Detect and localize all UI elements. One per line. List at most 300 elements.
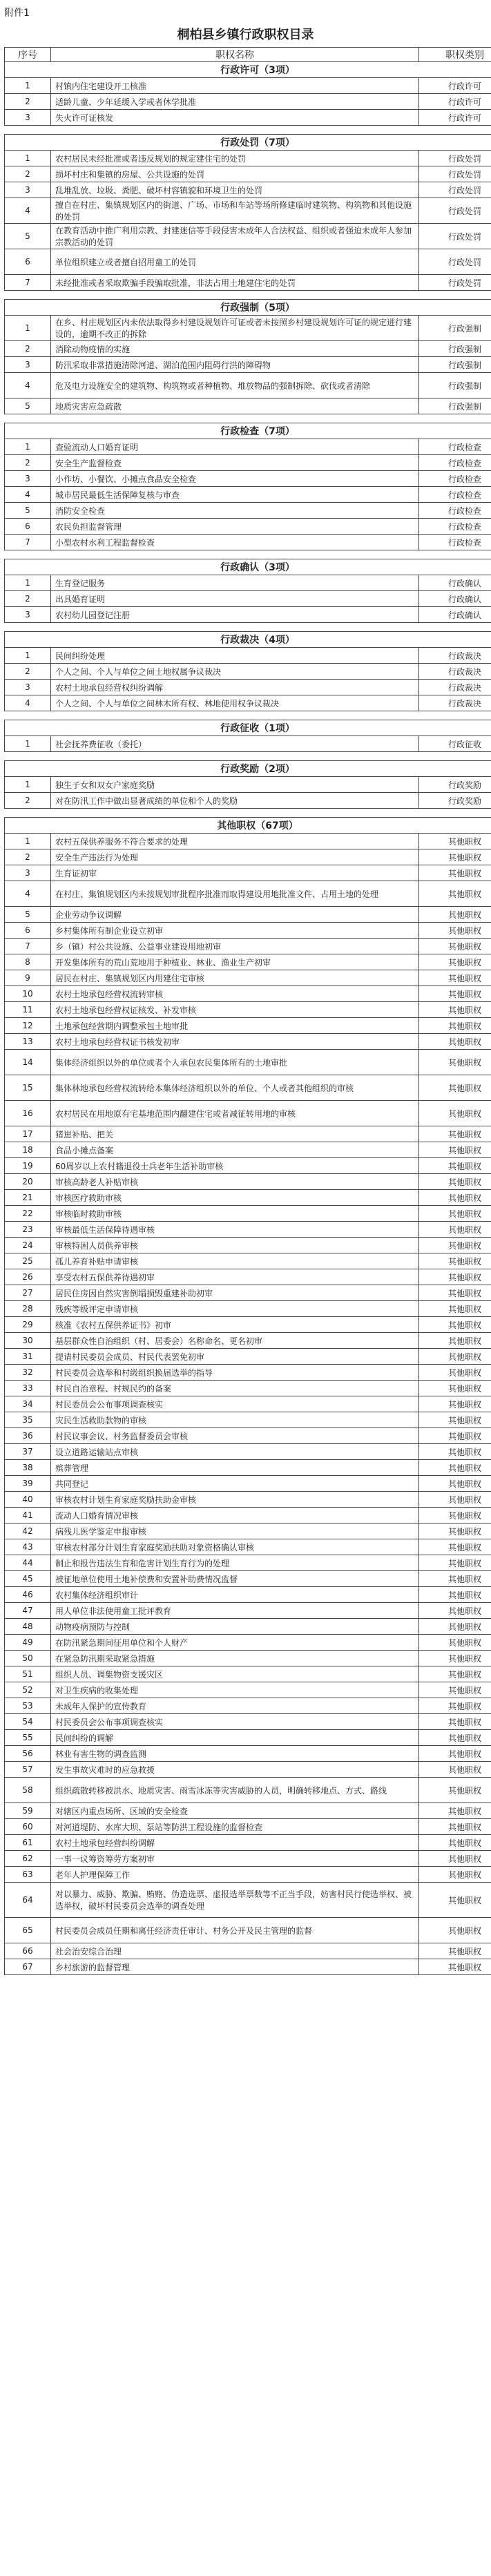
table-row [5,1253,491,1269]
row-index: 67 [5,1959,51,1975]
row-type: 其他职权 [419,1539,491,1555]
row-type: 行政处罚 [419,166,491,182]
row-type: 其他职权 [419,923,491,939]
row-name: 在防汛紧急期间征用单位和个人财产 [51,1635,419,1651]
section-spacer [5,752,491,761]
row-type: 行政许可 [419,78,491,94]
row-name: 乱堆乱放、垃圾、粪肥、破坏村容镇貌和环境卫生的处罚 [51,182,419,198]
table-row [5,1174,491,1190]
table-row [5,78,491,94]
row-type: 其他职权 [419,1883,491,1918]
row-type: 其他职权 [419,1524,491,1539]
row-index: 37 [5,1444,51,1460]
row-type: 行政检查 [419,487,491,503]
table-row [5,1587,491,1603]
row-name: 林业有害生物的调查监测 [51,1746,419,1762]
row-name: 对在防汛工作中做出显著成绩的单位和个人的奖励 [51,793,419,809]
section-title: 行政确认（3项） [5,559,491,575]
row-type: 其他职权 [419,1365,491,1381]
table-row [5,249,491,275]
row-name: 损坏村庄和集镇的房屋、公共设施的处罚 [51,166,419,182]
row-name: 开发集体所有的荒山荒地用于种植业、林业、渔业生产初审 [51,954,419,970]
table-row [5,94,491,110]
row-index: 12 [5,1018,51,1034]
row-name: 消防安全检查 [51,503,419,519]
row-type: 其他职权 [419,986,491,1002]
row-name: 在村庄、集镇规划区内未按规划审批程序批准而取得建设用地批准文件、占用土地的处理 [51,881,419,907]
table-row [5,1714,491,1730]
row-index: 2 [5,793,51,809]
table-row [5,275,491,291]
table-row [5,503,491,519]
row-type: 其他职权 [419,1034,491,1050]
row-name: 村民委员会成员任期和离任经济责任审计、村务公开及民主管理的监督 [51,1918,419,1943]
row-type: 行政检查 [419,471,491,487]
row-name: 村民委员会公布事项调查核实 [51,1396,419,1412]
row-type: 其他职权 [419,1835,491,1851]
section-title: 行政裁决（4项） [5,632,491,648]
row-index: 10 [5,986,51,1002]
row-index: 1 [5,736,51,752]
row-type: 其他职权 [419,1867,491,1883]
row-index: 35 [5,1412,51,1428]
section-title: 行政处罚（7项） [5,135,491,151]
row-name: 安全生产违法行为处理 [51,849,419,865]
section-spacer [5,711,491,720]
row-type: 其他职权 [419,1238,491,1253]
table-row [5,1050,491,1075]
row-index: 46 [5,1587,51,1603]
row-name: 基层群众性自治组织（村、居委会）名称命名、更名初审 [51,1333,419,1349]
row-index: 2 [5,94,51,110]
row-index: 26 [5,1269,51,1285]
section-header-row [5,300,491,316]
row-name: 审核医疗救助审核 [51,1190,419,1206]
row-type: 行政确认 [419,607,491,623]
table-row [5,591,491,607]
row-name: 企业劳动争议调解 [51,907,419,923]
row-index: 62 [5,1851,51,1867]
row-name: 农村居民未经批准或者违反规划的规定建住宅的处罚 [51,151,419,166]
row-index: 9 [5,970,51,986]
row-type: 其他职权 [419,1508,491,1524]
row-index: 3 [5,471,51,487]
table-row [5,1883,491,1918]
row-type: 行政裁决 [419,680,491,695]
row-type: 行政奖励 [419,777,491,793]
row-index: 4 [5,881,51,907]
row-name: 食品小摊点备案 [51,1142,419,1158]
spacer-cell [5,126,491,135]
row-type: 行政强制 [419,316,491,341]
row-index: 24 [5,1238,51,1253]
row-type: 其他职权 [419,1959,491,1975]
table-row [5,1918,491,1943]
table-row [5,471,491,487]
row-index: 17 [5,1126,51,1142]
table-row [5,777,491,793]
row-type: 其他职权 [419,907,491,923]
row-type: 其他职权 [419,1492,491,1508]
row-index: 7 [5,535,51,550]
table-row [5,487,491,503]
spacer-cell [5,711,491,720]
table-row [5,316,491,341]
row-name: 用人单位非法使用童工批评教育 [51,1603,419,1619]
table-row [5,1444,491,1460]
row-name: 病残儿医学鉴定申报审核 [51,1524,419,1539]
row-type: 其他职权 [419,1666,491,1682]
row-index: 5 [5,224,51,249]
row-index: 1 [5,648,51,664]
row-name: 村民议事会议、村务监督委员会审核 [51,1428,419,1444]
table-row [5,1635,491,1651]
row-name: 土地承包经营期内调整承包土地审批 [51,1018,419,1034]
row-index: 2 [5,341,51,357]
row-type: 其他职权 [419,1158,491,1174]
section-header-row [5,761,491,777]
row-index: 7 [5,939,51,954]
row-name: 村民自治章程、村规民约的备案 [51,1381,419,1396]
row-index: 19 [5,1158,51,1174]
row-type: 其他职权 [419,1381,491,1396]
row-index: 34 [5,1396,51,1412]
row-type: 其他职权 [419,1444,491,1460]
table-row [5,110,491,126]
row-type: 其他职权 [419,1206,491,1222]
spacer-cell [5,414,491,423]
row-type: 其他职权 [419,865,491,881]
row-name: 在紧急防汛期采取紧急措施 [51,1651,419,1666]
row-name: 审核农村部分计划生育家庭奖励扶助对象资格确认审核 [51,1539,419,1555]
row-name: 审核临时救助审核 [51,1206,419,1222]
row-index: 42 [5,1524,51,1539]
section-title: 行政强制（5项） [5,300,491,316]
section-header-row [5,559,491,575]
table-row [5,907,491,923]
row-name: 对以暴力、威胁、欺骗、贿赂、伪造选票、虚报选举票数等不正当手段，妨害村民行使选举权、被选举权，破坏村民委员会选举的调查处理 [51,1883,419,1918]
table-row [5,1698,491,1714]
row-index: 31 [5,1349,51,1365]
row-name: 对辖区内重点场所、区域的安全检查 [51,1803,419,1819]
section-spacer [5,623,491,632]
table-row [5,607,491,623]
row-name: 小作坊、小餐饮、小摊点食品安全检查 [51,471,419,487]
row-index: 3 [5,182,51,198]
row-name: 孤儿养育补贴申请审核 [51,1253,419,1269]
attachment-label: 附件1 [4,8,30,19]
row-index: 33 [5,1381,51,1396]
table-row [5,793,491,809]
row-name: 集体经济组织以外的单位或者个人承包农民集体所有的土地审批 [51,1050,419,1075]
spacer-cell [5,550,491,559]
row-index: 5 [5,907,51,923]
table-row [5,166,491,182]
row-name: 居民住房因自然灾害倒塌损毁重建补助初审 [51,1285,419,1301]
row-index: 66 [5,1943,51,1959]
table-row [5,1142,491,1158]
row-type: 其他职权 [419,1918,491,1943]
row-type: 其他职权 [419,1635,491,1651]
row-index: 51 [5,1666,51,1682]
row-name: 地质灾害应急疏散 [51,398,419,414]
row-index: 5 [5,398,51,414]
row-index: 30 [5,1333,51,1349]
table-row [5,1730,491,1746]
row-index: 4 [5,373,51,398]
table-row [5,1803,491,1819]
row-type: 其他职权 [419,1101,491,1126]
table-row [5,1959,491,1975]
row-index: 3 [5,865,51,881]
row-name: 农村土地承包经营权证核发、补发审核 [51,1002,419,1018]
row-name: 制止和报告违法生育和危害计划生育行为的处理 [51,1555,419,1571]
table-row [5,954,491,970]
table-row [5,1238,491,1253]
row-type: 其他职权 [419,1174,491,1190]
row-type: 其他职权 [419,954,491,970]
row-index: 49 [5,1635,51,1651]
table-row [5,1476,491,1492]
row-type: 其他职权 [419,1126,491,1142]
row-index: 32 [5,1365,51,1381]
table-row [5,648,491,664]
row-index: 4 [5,695,51,711]
row-index: 3 [5,110,51,126]
section-spacer [5,126,491,135]
row-name: 安全生产监督检查 [51,455,419,471]
row-index: 5 [5,503,51,519]
row-type: 其他职权 [419,849,491,865]
row-type: 行政强制 [419,398,491,414]
row-index: 29 [5,1317,51,1333]
row-index: 43 [5,1539,51,1555]
row-name: 猪崽补贴、把关 [51,1126,419,1142]
section-spacer [5,550,491,559]
row-name: 农村土地承包经营权纠纷调解 [51,680,419,695]
table-row [5,1428,491,1444]
table-row [5,455,491,471]
row-type: 行政检查 [419,503,491,519]
row-type: 其他职权 [419,1943,491,1959]
row-type: 其他职权 [419,1142,491,1158]
row-name: 生育登记服务 [51,575,419,591]
table-row [5,373,491,398]
row-name: 乡村旅游的监督管理 [51,1959,419,1975]
row-type: 行政检查 [419,519,491,535]
document-title: 桐柏县乡镇行政职权目录 [177,28,314,42]
section-spacer [5,809,491,818]
row-name: 个人之间、个人与单位之间林木所有权、林地使用权争议裁决 [51,695,419,711]
row-name: 组织疏散转移被洪水、地质灾害、雨雪冰冻等灾害威胁的人员，明确转移地点、方式、路线 [51,1778,419,1803]
row-name: 一事一议筹资筹劳方案初审 [51,1851,419,1867]
row-type: 行政奖励 [419,793,491,809]
row-index: 53 [5,1698,51,1714]
row-name: 擅自在村庄、集镇规划区内的街道、广场、市场和车站等场所修建临时建筑物、构筑物和其他设施的处罚 [51,198,419,224]
table-row [5,1555,491,1571]
section-spacer [5,414,491,423]
row-name: 发生事故灾难时的应急救援 [51,1762,419,1778]
row-type: 其他职权 [419,1651,491,1666]
table-row [5,1381,491,1396]
spacer-cell [5,809,491,818]
table-row [5,398,491,414]
row-name: 审核特困人员供养审核 [51,1238,419,1253]
row-type: 其他职权 [419,881,491,907]
row-type: 其他职权 [419,1819,491,1835]
row-name: 对卫生疾病的收集处理 [51,1682,419,1698]
row-index: 8 [5,954,51,970]
row-name: 适龄儿童、少年延缓入学或者休学批准 [51,94,419,110]
row-type: 其他职权 [419,1190,491,1206]
row-type: 行政检查 [419,535,491,550]
table-row [5,519,491,535]
table-row [5,1018,491,1034]
row-type: 其他职权 [419,939,491,954]
row-type: 其他职权 [419,1333,491,1349]
table-row [5,198,491,224]
row-name: 60周岁以上农村籍退役士兵老年生活补助审核 [51,1158,419,1174]
row-name: 农民负担监督管理 [51,519,419,535]
row-type: 其他职权 [419,1460,491,1476]
row-index: 18 [5,1142,51,1158]
table-row [5,1619,491,1635]
row-type: 行政强制 [419,341,491,357]
row-name: 社会抚养费征收（委托） [51,736,419,752]
row-type: 行政处罚 [419,275,491,291]
table-row [5,1285,491,1301]
row-type: 行政处罚 [419,182,491,198]
section-title: 行政检查（7项） [5,423,491,439]
row-index: 13 [5,1034,51,1050]
row-index: 1 [5,439,51,455]
row-name: 享受农村五保供养待遇初审 [51,1269,419,1285]
row-name: 灾民生活救助款物的审核 [51,1412,419,1428]
row-name: 民间纠纷的调解 [51,1730,419,1746]
table-row [5,1819,491,1835]
row-type: 其他职权 [419,1317,491,1333]
row-type: 其他职权 [419,1476,491,1492]
row-name: 社会治安综合治理 [51,1943,419,1959]
row-index: 1 [5,78,51,94]
row-name: 审核农村计划生育家庭奖励扶助金审核 [51,1492,419,1508]
row-type: 行政确认 [419,575,491,591]
row-name: 民间纠纷处理 [51,648,419,664]
row-index: 7 [5,275,51,291]
table-row [5,224,491,249]
row-index: 2 [5,849,51,865]
table-header-row [5,48,491,62]
row-name: 提请村民委员会成员、村民代表罢免初审 [51,1349,419,1365]
table-row [5,575,491,591]
row-name: 村民委员会公布事项调查核实 [51,1714,419,1730]
row-index: 20 [5,1174,51,1190]
row-type: 其他职权 [419,1571,491,1587]
row-name: 未经批准或者采取欺骗手段骗取批准，非法占用土地建住宅的处罚 [51,275,419,291]
row-name: 农村土地承包经营权流转审核 [51,986,419,1002]
row-name: 核准《农村五保供养证书》初审 [51,1317,419,1333]
table-row [5,1762,491,1778]
row-type: 行政确认 [419,591,491,607]
row-name: 独生子女和双女户家庭奖励 [51,777,419,793]
row-name: 农村土地承包经营权证书核发初审 [51,1034,419,1050]
row-index: 60 [5,1819,51,1835]
row-type: 其他职权 [419,1253,491,1269]
table-row [5,939,491,954]
powers-table [4,47,491,1975]
row-name: 农村五保供养服务不符合要求的处理 [51,834,419,849]
row-index: 6 [5,249,51,275]
row-type: 其他职权 [419,1075,491,1101]
row-type: 其他职权 [419,834,491,849]
row-name: 审核最低生活保障待遇审核 [51,1222,419,1238]
row-name: 流动人口婚育情况审核 [51,1508,419,1524]
row-type: 其他职权 [419,1002,491,1018]
table-row [5,1158,491,1174]
row-name: 乡（镇）村公共设施、公益事业建设用地初审 [51,939,419,954]
row-name: 乡村集体所有制企业设立初审 [51,923,419,939]
row-index: 57 [5,1762,51,1778]
row-name: 对河道堤防、水库大坝、泵站等防洪工程设施的监督检查 [51,1819,419,1835]
row-index: 21 [5,1190,51,1206]
row-name: 生育证初审 [51,865,419,881]
row-name: 危及电力设施安全的建筑物、构筑物或者种植物、堆放物品的强制拆除、砍伐或者清除 [51,373,419,398]
row-index: 6 [5,519,51,535]
table-row [5,1190,491,1206]
row-type: 行政许可 [419,110,491,126]
row-name: 防汛采取非常措施清除河道、湖泊范围内阻碍行洪的障碍物 [51,357,419,373]
row-type: 行政强制 [419,357,491,373]
row-type: 其他职权 [419,1349,491,1365]
row-type: 其他职权 [419,1269,491,1285]
row-type: 其他职权 [419,1778,491,1803]
row-type: 其他职权 [419,1730,491,1746]
row-index: 54 [5,1714,51,1730]
row-type: 其他职权 [419,1396,491,1412]
table-row [5,865,491,881]
row-index: 2 [5,591,51,607]
table-row [5,736,491,752]
table-row [5,1222,491,1238]
row-name: 在教育活动中推广利用宗教、封建迷信等手段侵害未成年人合法权益、组织或者强迫未成年人参加宗教活动的处罚 [51,224,419,249]
row-type: 其他职权 [419,1603,491,1619]
row-type: 其他职权 [419,1555,491,1571]
header-name: 职权名称 [51,48,419,62]
table-row [5,970,491,986]
row-name: 殡葬管理 [51,1460,419,1476]
row-index: 39 [5,1476,51,1492]
row-name: 在乡、村庄规划区内未依法取得乡村建设规划许可证或者未按照乡村建设规划许可证的规定进行建设的，逾期不改正的拆除 [51,316,419,341]
table-row [5,1778,491,1803]
row-type: 行政强制 [419,373,491,398]
table-row [5,1396,491,1412]
row-index: 27 [5,1285,51,1301]
row-index: 59 [5,1803,51,1819]
row-index: 2 [5,455,51,471]
row-type: 其他职权 [419,1714,491,1730]
row-index: 28 [5,1301,51,1317]
row-index: 47 [5,1603,51,1619]
row-type: 其他职权 [419,1050,491,1075]
row-type: 其他职权 [419,1851,491,1867]
row-type: 其他职权 [419,1301,491,1317]
row-type: 行政处罚 [419,249,491,275]
row-name: 出具婚育证明 [51,591,419,607]
row-type: 行政检查 [419,455,491,471]
row-type: 其他职权 [419,1619,491,1635]
row-index: 52 [5,1682,51,1698]
row-index: 23 [5,1222,51,1238]
